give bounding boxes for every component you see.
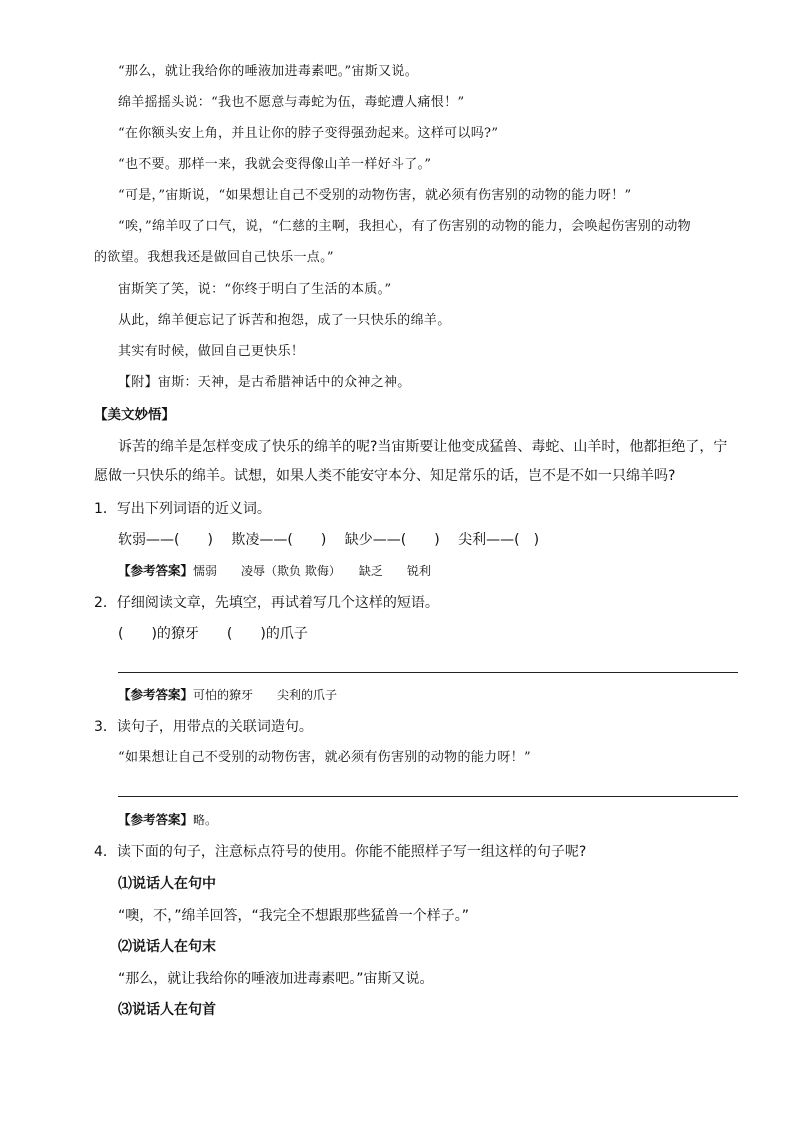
example-sentence: “那么，就让我给你的唾液加进毒素吧。”宙斯又说。 [118,971,434,987]
section-heading: 【美文妙悟】 [94,407,175,423]
story-paragraph: “在你额头安上角，并且让你的脖子变得强劲起来。这样可以吗?” [118,126,499,141]
answer-label: 【参考答案】 [118,563,194,578]
reference-answer [118,685,337,705]
question-title: 1．写出下列词语的近义词。 [94,501,271,517]
answer-label: 【参考答案】 [118,812,194,827]
story-paragraph: 绵羊摇摇头说：“我也不愿意与毒蛇为伍，毒蛇遭人痛恨！” [118,95,465,110]
answer-text: 可怕的獠牙 尖利的爪子 [193,688,338,702]
appreciation-text: 诉苦的绵羊是怎样变成了快乐的绵羊的呢?当宙斯要让他变成猛兽、毒蛇、山羊时，他都拒绝了，宁 [118,439,728,455]
answer-line [118,672,738,673]
story-paragraph: 宙斯笑了笑，说：“你终于明白了生活的本质。” [118,282,392,297]
story-paragraph: 其实有时候，做回自己更快乐！ [118,344,305,359]
question-sentence: “如果想让自己不受别的动物伤害，就必须有伤害别的动物的能力呀！” [118,750,531,765]
story-paragraph: “也不要。那样一来，我就会变得像山羊一样好斗了。” [118,157,432,172]
example-label: ⑶说话人在句首 [118,1002,216,1018]
example-label: ⑴说话人在句中 [118,876,216,892]
story-paragraph: “那么，就让我给你的唾液加进毒素吧。”宙斯又说。 [118,64,418,79]
answer-label: 【参考答案】 [118,687,194,702]
question-title: 2．仔细阅读文章，先填空，再试着写几个这样的短语。 [94,595,439,611]
story-paragraph-continued: 的欲望。我想我还是做回自己快乐一点。” [94,250,334,265]
story-paragraph: “唉，”绵羊叹了口气，说，“仁慈的主啊，我担心，有了伤害别的动物的能力，会唤起伤害别的动物 [118,219,691,234]
question-items: ( )的獠牙 ( )的爪子 [118,626,308,642]
example-label: ⑵说话人在句末 [118,939,216,955]
question-title: 4．读下面的句子，注意标点符号的使用。你能不能照样子写一组这样的句子呢? [94,844,587,860]
appreciation-text-continued: 愿做一只快乐的绵羊。试想，如果人类不能安守本分、知足常乐的话，岂不是不如一只绵羊吗? [94,468,676,484]
question-title: 3．读句子，用带点的关联词造句。 [94,719,313,735]
question-items: 软弱——( ) 欺凌——( ) 缺少——( ) 尖利——( ) [118,532,540,548]
story-paragraph: 从此，绵羊便忘记了诉苦和抱怨，成了一只快乐的绵羊。 [118,313,451,328]
example-sentence: “噢，不，”绵羊回答，“我完全不想跟那些猛兽一个样子。” [118,908,470,924]
reference-answer [118,561,431,581]
story-note: 【附】宙斯：天神，是古希腊神话中的众神之神。 [118,375,411,390]
reference-answer [118,810,217,830]
answer-text: 懦弱 凌辱（欺负 欺侮） 缺乏 锐利 [193,564,431,578]
story-paragraph: “可是，”宙斯说，“如果想让自己不受别的动物伤害，就必须有伤害别的动物的能力呀！” [118,188,632,203]
answer-line [118,796,738,797]
answer-text: 略。 [193,813,218,827]
